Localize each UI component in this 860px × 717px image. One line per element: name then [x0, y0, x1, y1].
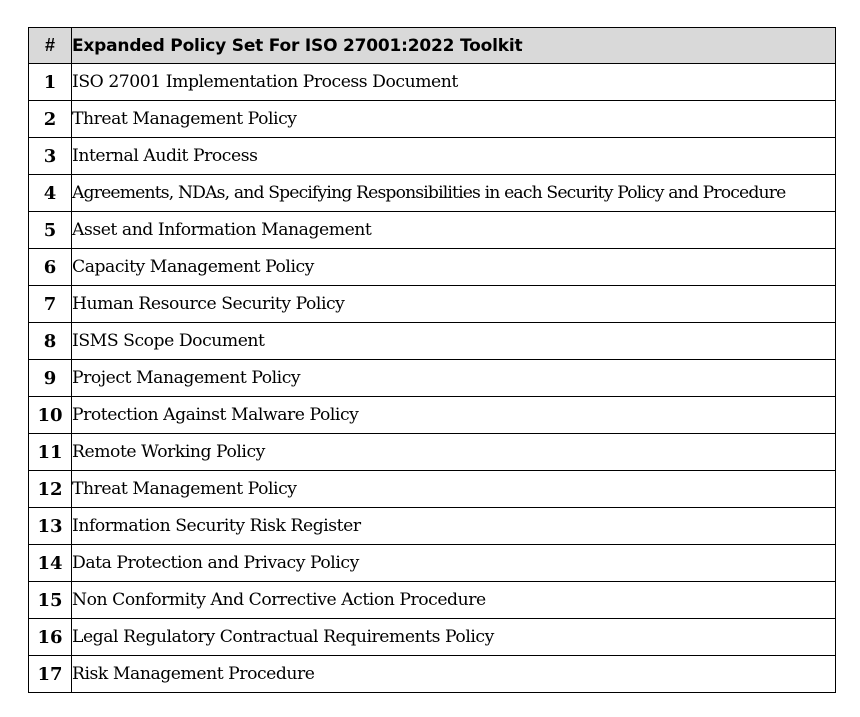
row-number: 13	[29, 508, 72, 545]
table-row	[29, 286, 836, 323]
row-number: 6	[29, 249, 72, 286]
table-row	[29, 64, 836, 101]
row-number: 16	[29, 619, 72, 656]
table-row	[29, 545, 836, 582]
table-row	[29, 508, 836, 545]
row-number: 9	[29, 360, 72, 397]
table-row	[29, 175, 836, 212]
row-number: 12	[29, 471, 72, 508]
row-title: Project Management Policy	[72, 360, 836, 397]
table-row	[29, 397, 836, 434]
row-title: Information Security Risk Register	[72, 508, 836, 545]
row-title: Human Resource Security Policy	[72, 286, 836, 323]
row-number: 5	[29, 212, 72, 249]
row-title: Capacity Management Policy	[72, 249, 836, 286]
table-row	[29, 471, 836, 508]
row-title: Data Protection and Privacy Policy	[72, 545, 836, 582]
row-number: 8	[29, 323, 72, 360]
row-title: Remote Working Policy	[72, 434, 836, 471]
row-title: Agreements, NDAs, and Specifying Responsibilities in each Security Policy and Procedure	[72, 175, 836, 212]
row-number: 14	[29, 545, 72, 582]
table-row	[29, 212, 836, 249]
row-title: Internal Audit Process	[72, 138, 836, 175]
policy-table	[28, 27, 836, 693]
table-header	[29, 28, 836, 64]
row-title: Asset and Information Management	[72, 212, 836, 249]
table-row	[29, 434, 836, 471]
title-column-header: Expanded Policy Set For ISO 27001:2022 Toolkit	[72, 28, 836, 64]
number-column-header: #	[29, 28, 72, 64]
row-number: 1	[29, 64, 72, 101]
table-row	[29, 360, 836, 397]
row-number: 7	[29, 286, 72, 323]
row-number: 2	[29, 101, 72, 138]
table-row	[29, 323, 836, 360]
row-number: 4	[29, 175, 72, 212]
row-title: ISMS Scope Document	[72, 323, 836, 360]
row-number: 17	[29, 656, 72, 693]
table-row	[29, 101, 836, 138]
row-title: Threat Management Policy	[72, 471, 836, 508]
table-row	[29, 656, 836, 693]
header-row	[29, 28, 836, 64]
table-row	[29, 138, 836, 175]
row-title: Threat Management Policy	[72, 101, 836, 138]
row-title: Legal Regulatory Contractual Requirements Policy	[72, 619, 836, 656]
table-row	[29, 582, 836, 619]
table-body	[29, 64, 836, 693]
row-number: 11	[29, 434, 72, 471]
table-row	[29, 619, 836, 656]
table-row	[29, 249, 836, 286]
row-number: 3	[29, 138, 72, 175]
row-title: ISO 27001 Implementation Process Document	[72, 64, 836, 101]
row-title: Risk Management Procedure	[72, 656, 836, 693]
row-title: Protection Against Malware Policy	[72, 397, 836, 434]
row-number: 15	[29, 582, 72, 619]
row-title: Non Conformity And Corrective Action Procedure	[72, 582, 836, 619]
row-number: 10	[29, 397, 72, 434]
